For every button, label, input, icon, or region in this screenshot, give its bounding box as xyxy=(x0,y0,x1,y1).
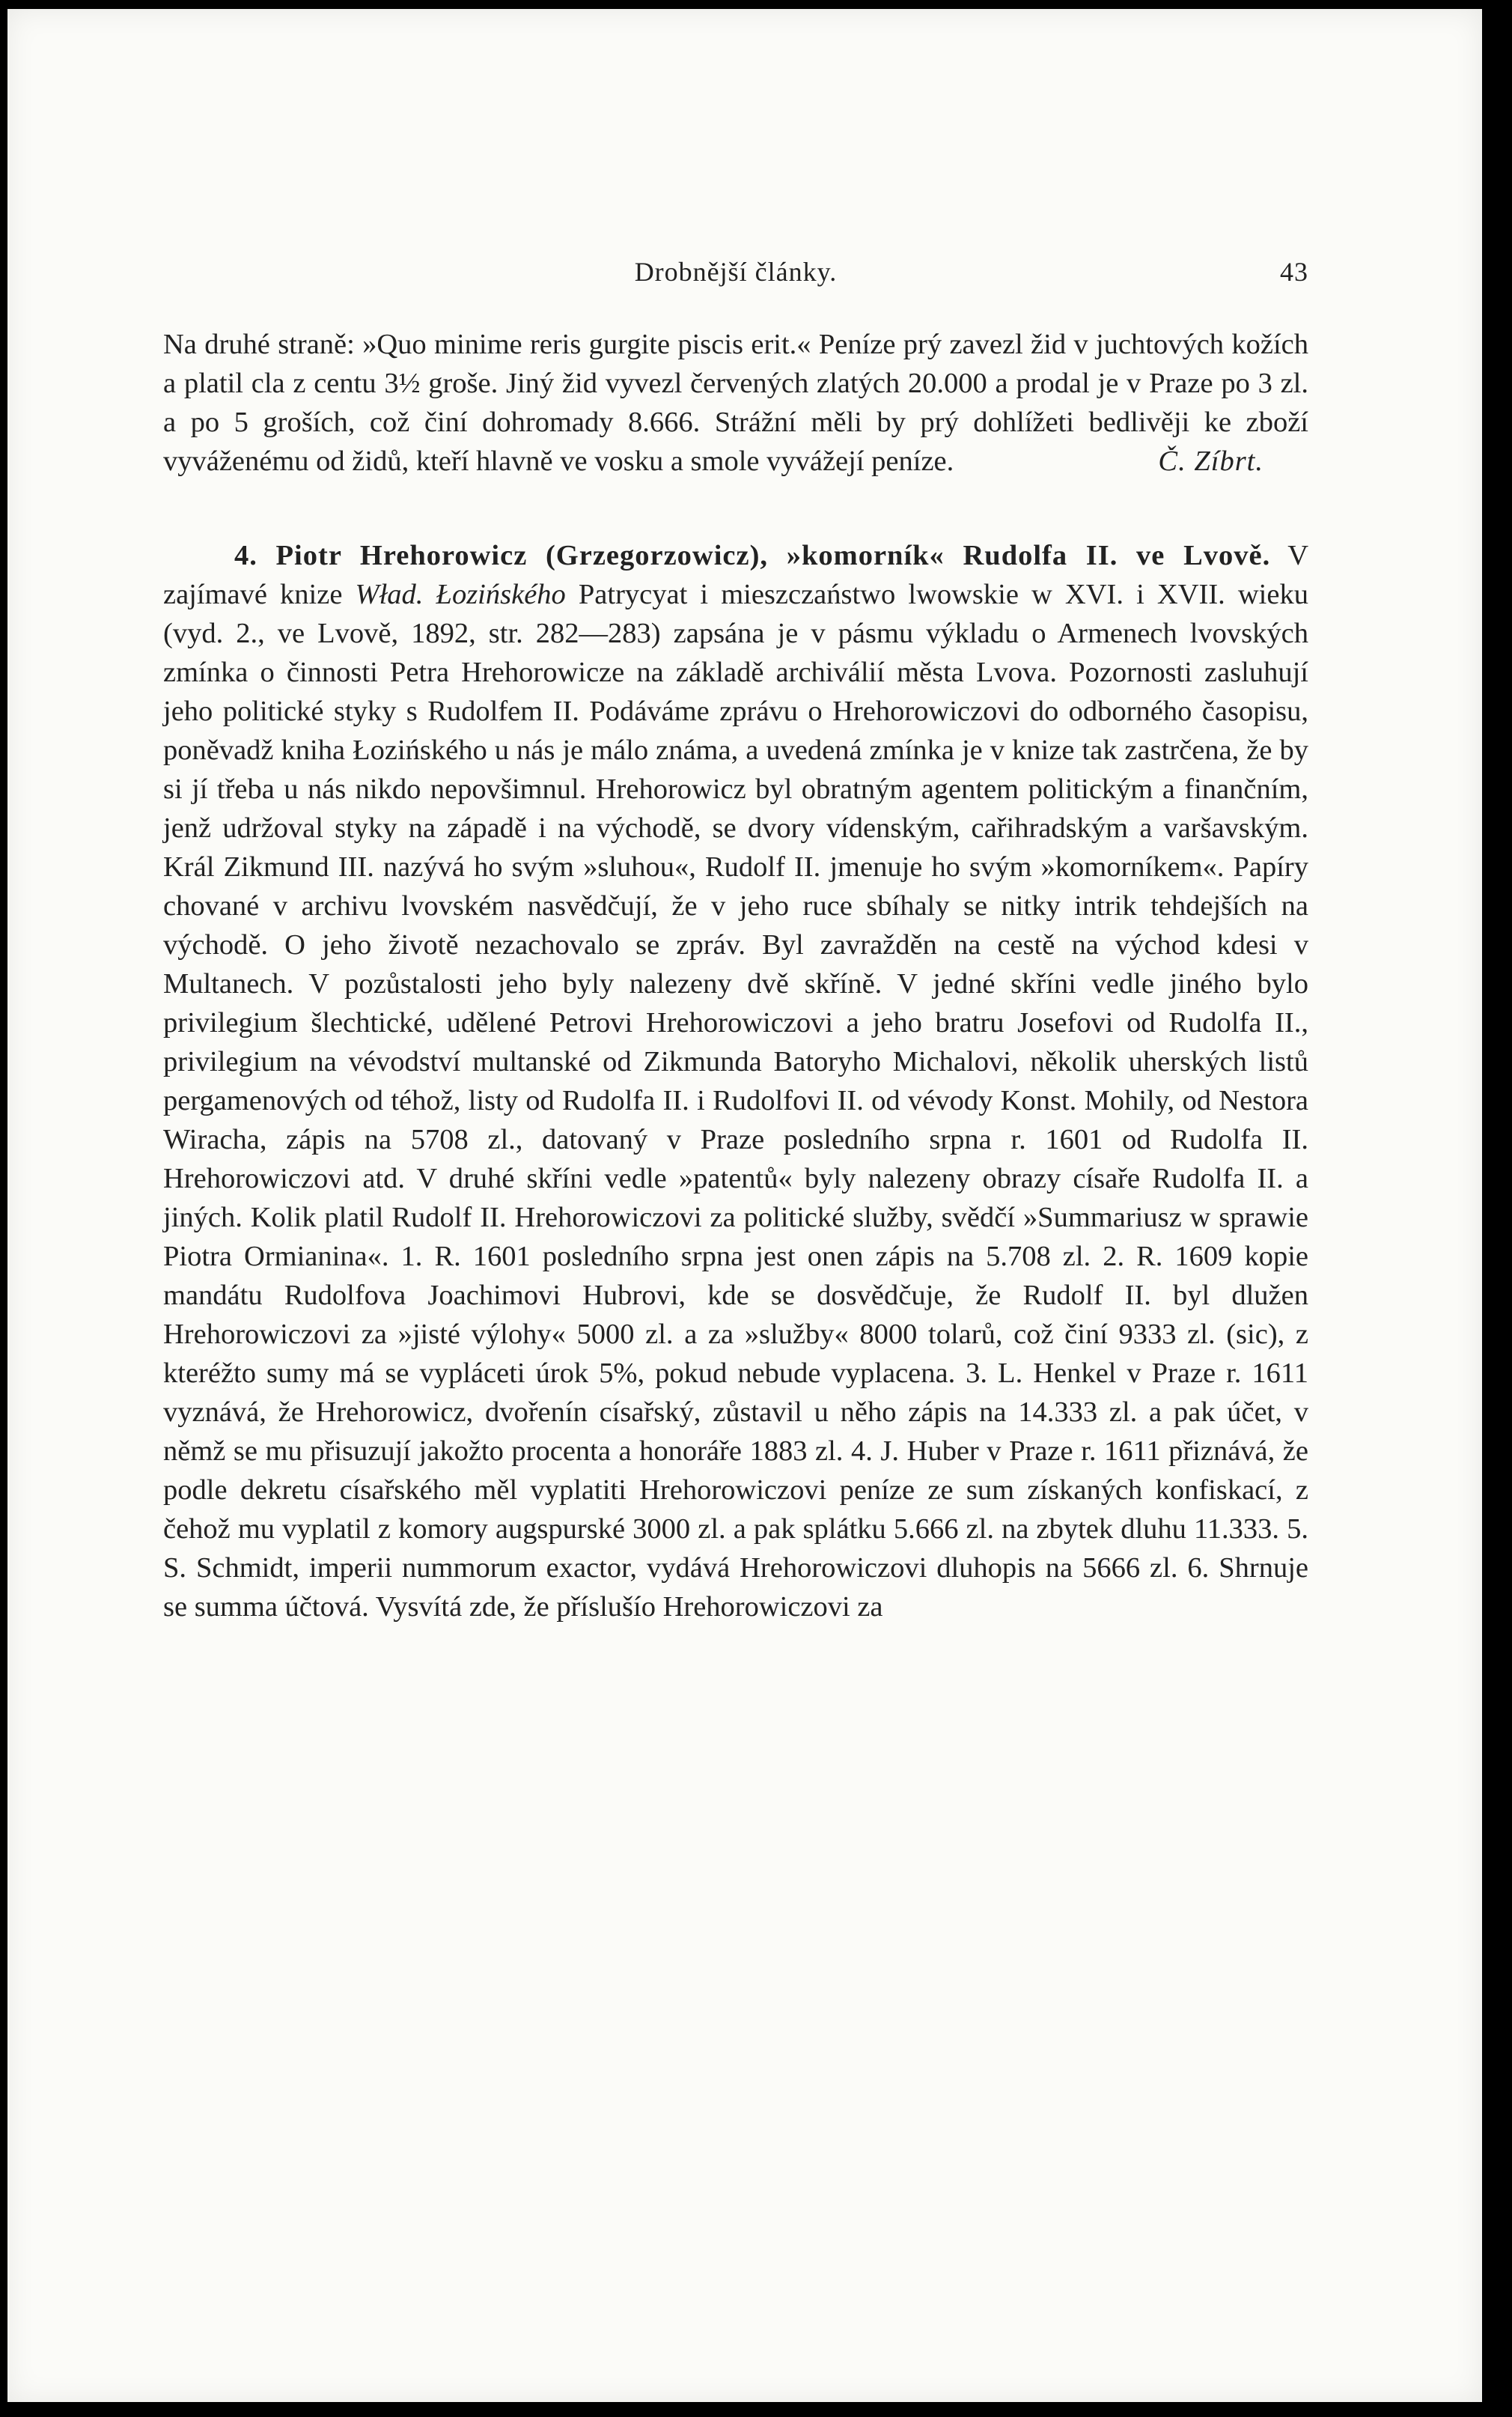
page-content xyxy=(163,256,1308,1626)
paragraph-2-body: Patrycyat i mieszczaństwo lwowskie w XVI. i XVII. wieku (vyd. 2., ve Lvově, 1892, str. 282—283) zapsána je v pásmu výkladu o Armenech lvovských zmínka o činnosti Petra Hrehorowicze na základě archiválií města Lvova. Pozornosti zasluhují jeho politické styky s Rudolfem II. Podáváme zprávu o Hrehorowiczovi do odborného časopisu, poněvadž kniha Łozińského u nás je málo známa, a uvedená zmínka je v knize tak zastrčena, že by si jí třeba u nás nikdo nepovšimnul. Hrehorowicz byl obratným agentem politickým a finančním, jenž udržoval styky na západě i na východě, se dvory vídenským, cařihradským a varšavským. Král Zikmund III. nazývá ho svým »sluhou«, Rudolf II. jmenuje ho svým »komorníkem«. Papíry chované v archivu lvovském nasvědčují, že v jeho ruce sbíhaly se nitky intrik tehdejších na východě. O jeho životě nezachovalo se zpráv. Byl zavražděn na cestě na východ kdesi v Multanech. V pozůstalosti jeho byly nalezeny dvě skříně. V jedné skříni vedle jiného bylo privilegium šlechtické, udělené Petrovi Hrehorowiczovi a jeho bratru Josefovi od Rudolfa II., privilegium na vévodství multanské od Zikmunda Batoryho Michalovi, několik uherských listů pergamenových od téhož, listy od Rudolfa II. i Rudolfovi II. od vévody Konst. Mohily, od Nestora Wiracha, zápis na 5708 zl., datovaný v Praze posledního srpna r. 1601 od Rudolfa II. Hrehorowiczovi atd. V druhé skříni vedle »patentů« byly nalezeny obrazy císaře Rudolfa II. a jiných. Kolik platil Rudolf II. Hrehorowiczovi za politické služby, svědčí »Summariusz w sprawie Piotra Ormianina«. 1. R. 1601 posledního srpna jest onen zápis na 5.708 zl. 2. R. 1609 kopie mandátu Rudolfova Joachimovi Hubrovi, kde se dosvědčuje, že Rudolf II. byl dlužen Hrehorowiczovi za »jisté výlohy« 5000 zl. a za »služby« 8000 tolarů, což činí 9333 zl. (sic), z kteréžto sumy má se vypláceti úrok 5%, pokud nebude vyplacena. 3. L. Henkel v Praze r. 1611 vyznává, že Hrehorowicz, dvořenín císařský, zůstavil u něho zápis na 14.333 zl. a pak účet, v němž se mu přisuzují jakožto procenta a honoráře 1883 zl. 4. J. Huber v Praze r. 1611 přiznává, že podle dekretu císařského měl vyplatiti Hrehorowiczovi peníze ze sum získaných konfiskací, z čehož mu vyplatil z komory augspurské 3000 zl. a pak splátku 5.666 zl. na zbytek dluhu 11.333. 5. S. Schmidt, imperii nummorum exactor, vydává Hrehorowiczovi dluhopis na 5666 zl. 6. Shrnuje se summa účtová. Vysvítá zde, že příslušío Hrehorowiczovi za xyxy=(163,579,1308,1623)
paragraph-2-intro: V zajímavé knize xyxy=(163,540,1308,610)
running-head xyxy=(163,256,1308,308)
section-heading: 4. Piotr Hrehorowicz (Grzegorzowicz), »komorník« Rudolfa II. ve Lvově. xyxy=(234,540,1271,571)
author-signature: Č. Zíbrt. xyxy=(1158,446,1263,477)
page-number: 43 xyxy=(1280,257,1308,287)
running-head-title: Drobnější články. xyxy=(634,257,838,287)
book-author: Wład. Łozińského xyxy=(355,579,566,610)
paragraph-1-text: Na druhé straně: »Quo minime reris gurgite piscis erit.« Peníze prý zavezl žid v juchtových kožích a platil cla z centu 3½ groše. Jiný žid vyvezl červených zlatých 20.000 a prodal je v Praze po 3 zl. a po 5 groších, což činí dohromady 8.666. Strážní měli by prý dohlížeti bedlivěji ke zboží vyváženému od židů, kteří hlavně ve vosku a smole vyvážejí peníze. xyxy=(163,329,1308,477)
page-sheet xyxy=(7,9,1482,2402)
paragraph-2 xyxy=(163,536,1308,1626)
